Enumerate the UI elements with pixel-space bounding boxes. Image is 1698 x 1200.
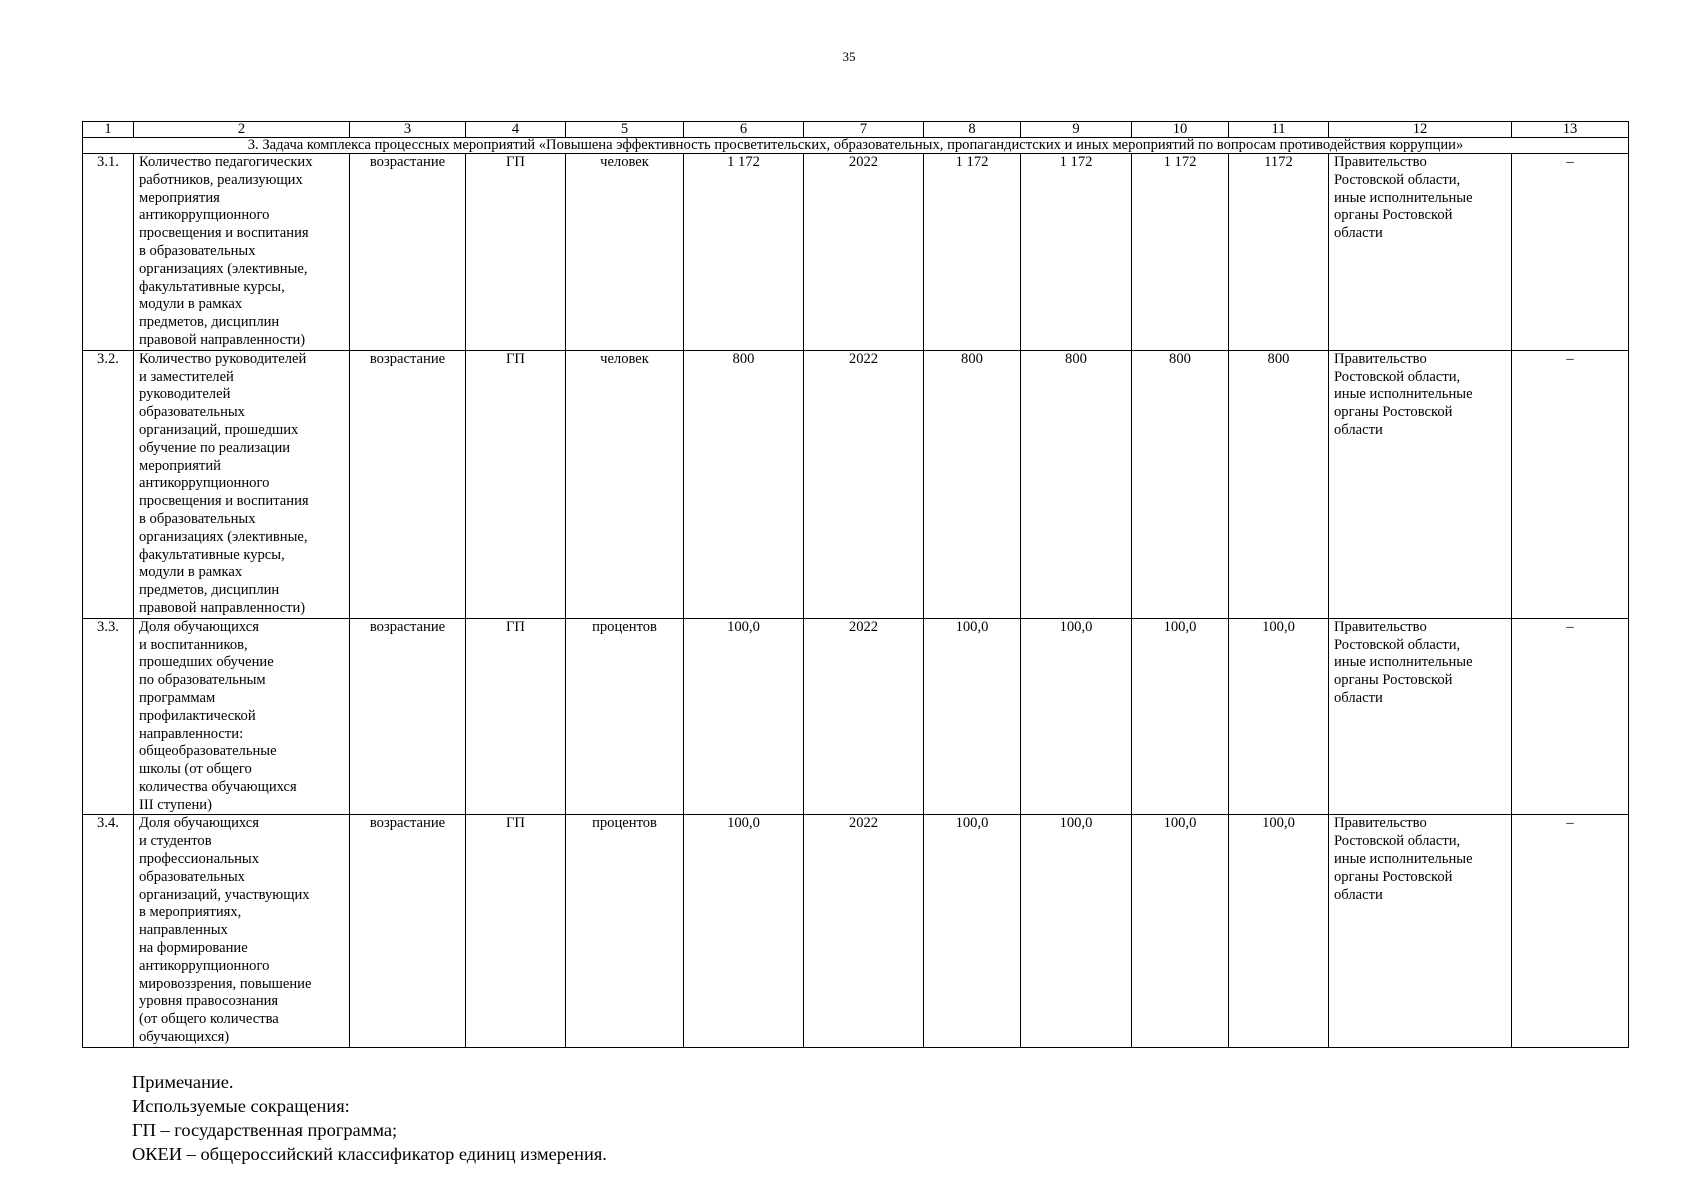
- row-number: 3.4.: [83, 815, 134, 1047]
- value-col-11: 100,0: [1229, 618, 1329, 815]
- value-col-10: 800: [1132, 350, 1229, 618]
- table-row: [83, 154, 1629, 351]
- column-number: 11: [1229, 122, 1329, 138]
- value-col-8: 1 172: [924, 154, 1021, 351]
- responsible: Правительство Ростовской области, иные исполнительные органы Ростовской области: [1329, 154, 1512, 351]
- level: ГП: [466, 154, 566, 351]
- value-col-9: 1 172: [1021, 154, 1132, 351]
- level: ГП: [466, 350, 566, 618]
- base-value: 100,0: [684, 815, 804, 1047]
- column-number: 9: [1021, 122, 1132, 138]
- value-col-10: 100,0: [1132, 815, 1229, 1047]
- base-year: 2022: [804, 154, 924, 351]
- indicator-name: Количество руководителей и заместителей руководителей образовательных организаций, прошедших обучение по реализации мероприятий антикоррупционного просвещения и воспитания в образовательных организациях (элективные, факультативные курсы, модули в рамках предметов, дисциплин правовой направленности): [134, 350, 350, 618]
- col-13-value: –: [1512, 815, 1629, 1047]
- abbreviation-item: ГП – государственная программа;: [132, 1120, 398, 1140]
- value-col-8: 100,0: [924, 618, 1021, 815]
- value-col-9: 100,0: [1021, 618, 1132, 815]
- table-row: [83, 350, 1629, 618]
- trend: возрастание: [350, 350, 466, 618]
- column-numbers-row: [83, 122, 1629, 138]
- responsible: Правительство Ростовской области, иные исполнительные органы Ростовской области: [1329, 815, 1512, 1047]
- indicator-name: Доля обучающихся и студентов профессиональных образовательных организаций, участвующих в мероприятиях, направленных на формирование антикоррупционного мировоззрения, повышение уровня правосознания (от общего количества обучающихся): [134, 815, 350, 1047]
- base-year: 2022: [804, 618, 924, 815]
- unit: человек: [566, 350, 684, 618]
- column-number: 12: [1329, 122, 1512, 138]
- column-number: 2: [134, 122, 350, 138]
- column-number: 4: [466, 122, 566, 138]
- base-value: 100,0: [684, 618, 804, 815]
- indicator-name: Доля обучающихся и воспитанников, прошедших обучение по образовательным программам профилактической направленности: общеобразовательные школы (от общего количества обучающихся III ступени): [134, 618, 350, 815]
- value-col-10: 1 172: [1132, 154, 1229, 351]
- table-row: [83, 815, 1629, 1047]
- value-col-9: 800: [1021, 350, 1132, 618]
- column-number: 1: [83, 122, 134, 138]
- responsible: Правительство Ростовской области, иные исполнительные органы Ростовской области: [1329, 350, 1512, 618]
- column-number: 6: [684, 122, 804, 138]
- base-value: 800: [684, 350, 804, 618]
- column-number: 8: [924, 122, 1021, 138]
- column-number: 3: [350, 122, 466, 138]
- column-number: 13: [1512, 122, 1629, 138]
- responsible: Правительство Ростовской области, иные исполнительные органы Ростовской области: [1329, 618, 1512, 815]
- base-value: 1 172: [684, 154, 804, 351]
- note-intro: Используемые сокращения:: [132, 1096, 350, 1116]
- row-number: 3.2.: [83, 350, 134, 618]
- col-13-value: –: [1512, 618, 1629, 815]
- value-col-8: 100,0: [924, 815, 1021, 1047]
- row-number: 3.3.: [83, 618, 134, 815]
- value-col-11: 1172: [1229, 154, 1329, 351]
- value-col-8: 800: [924, 350, 1021, 618]
- col-13-value: –: [1512, 154, 1629, 351]
- unit: процентов: [566, 618, 684, 815]
- value-col-9: 100,0: [1021, 815, 1132, 1047]
- task-row: [83, 138, 1629, 154]
- indicator-name: Количество педагогических работников, реализующих мероприятия антикоррупционного просвещения и воспитания в образовательных организациях (элективные, факультативные курсы, модули в рамках предметов, дисциплин правовой направленности): [134, 154, 350, 351]
- page-number: 35: [842, 49, 856, 64]
- trend: возрастание: [350, 618, 466, 815]
- level: ГП: [466, 815, 566, 1047]
- table-row: [83, 618, 1629, 815]
- value-col-10: 100,0: [1132, 618, 1229, 815]
- trend: возрастание: [350, 154, 466, 351]
- unit: человек: [566, 154, 684, 351]
- column-number: 7: [804, 122, 924, 138]
- row-number: 3.1.: [83, 154, 134, 351]
- level: ГП: [466, 618, 566, 815]
- note-block: [132, 1070, 607, 1166]
- base-year: 2022: [804, 350, 924, 618]
- base-year: 2022: [804, 815, 924, 1047]
- abbreviation-item: ОКЕИ – общероссийский классификатор единиц измерения.: [132, 1144, 607, 1164]
- value-col-11: 800: [1229, 350, 1329, 618]
- value-col-11: 100,0: [1229, 815, 1329, 1047]
- col-13-value: –: [1512, 350, 1629, 618]
- column-number: 5: [566, 122, 684, 138]
- note-title: Примечание.: [132, 1072, 234, 1092]
- trend: возрастание: [350, 815, 466, 1047]
- column-number: 10: [1132, 122, 1229, 138]
- task-title: 3. Задача комплекса процессных мероприятий «Повышена эффективность просветительских, образовательных, пропагандистских и иных мероприятий по вопросам противодействия коррупции»: [83, 138, 1629, 154]
- unit: процентов: [566, 815, 684, 1047]
- indicators-table: [82, 121, 1629, 1048]
